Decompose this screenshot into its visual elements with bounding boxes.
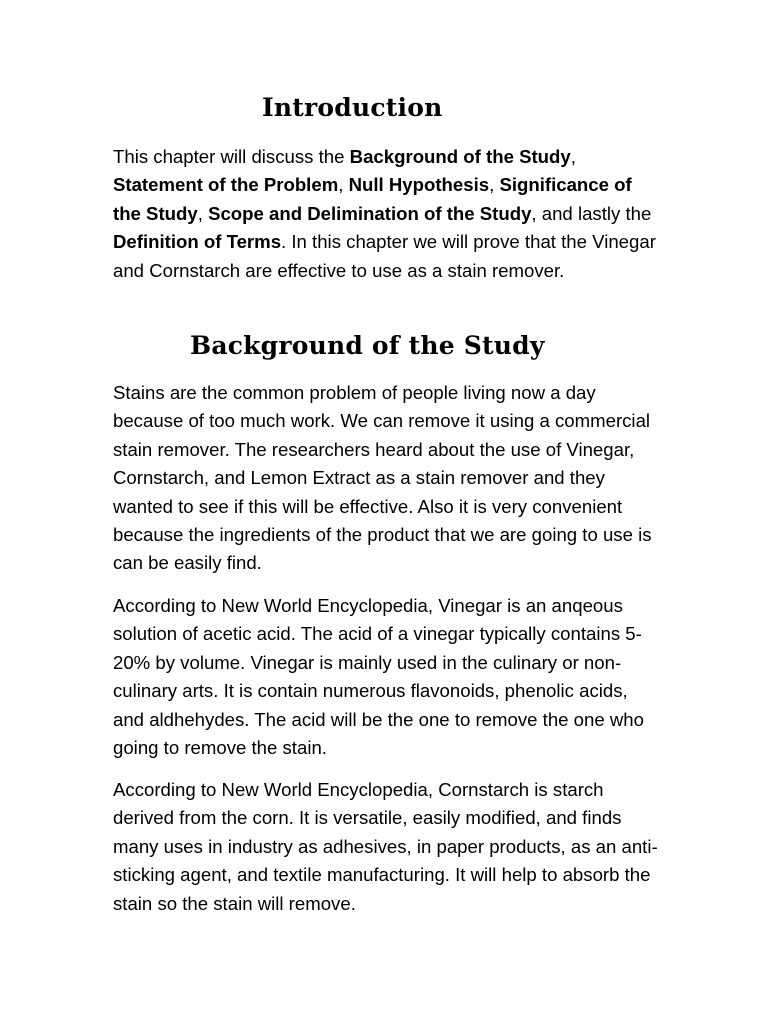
background-paragraph-cornstarch: According to New World Encyclopedia, Cornstarch is starch derived from the corn. It is versatile, easily modified, and finds many uses in industry as adhesives, in paper products, as an anti-sticking agent, and textile manufacturing. It will help to absorb the stain so the stain will remove.	[113, 779, 658, 914]
intro-bold-statement: Statement of the Problem	[113, 174, 339, 196]
intro-text-3: ,	[338, 174, 349, 196]
intro-text-5: ,	[197, 202, 209, 224]
background-paragraph-vinegar: According to New World Encyclopedia, Vinegar is an anqeous solution of acetic acid. The acid of a vinegar typically contains 5-20% by volume. Vinegar is mainly used in the culinary or non-culinary arts. It is contain numerous flavonoids, phenolic acids, and aldhehydes. The acid will be the one to remove the one who going to remove the stain.	[113, 595, 644, 759]
intro-bold-scope: Scope and Delimination of the Study	[208, 202, 532, 224]
intro-bold-significance: Significance of the Study	[113, 174, 632, 224]
intro-text-6: , and lastly the	[531, 202, 652, 224]
introduction-paragraph	[113, 143, 658, 285]
background-paragraph-stains: Stains are the common problem of people living now a day because of too much work. We can remove it using a commercial stain remover. The researchers heard about the use of Vinegar, Cornstarch, and Lemon Extract as a stain remover and they wanted to see if this will be effective. Also it is very convenient because the ingredients of the product that we are going to use is can be easily find.	[113, 382, 652, 574]
intro-text-2: ,	[570, 146, 576, 167]
intro-bold-definition: Definition of Terms	[113, 231, 282, 253]
introduction-heading: Introduction	[262, 93, 443, 122]
background-heading: Background of the Study	[190, 331, 545, 360]
intro-bold-background: Background of the Study	[349, 146, 571, 167]
intro-text-4: ,	[489, 174, 500, 196]
intro-text-1: This chapter will discuss the	[113, 146, 350, 167]
intro-text-7: . In this chapter we will prove that the Vinegar and Cornstarch are effective to use as a stain remover.	[113, 231, 656, 281]
intro-bold-hypothesis: Null Hypothesis	[348, 174, 490, 196]
